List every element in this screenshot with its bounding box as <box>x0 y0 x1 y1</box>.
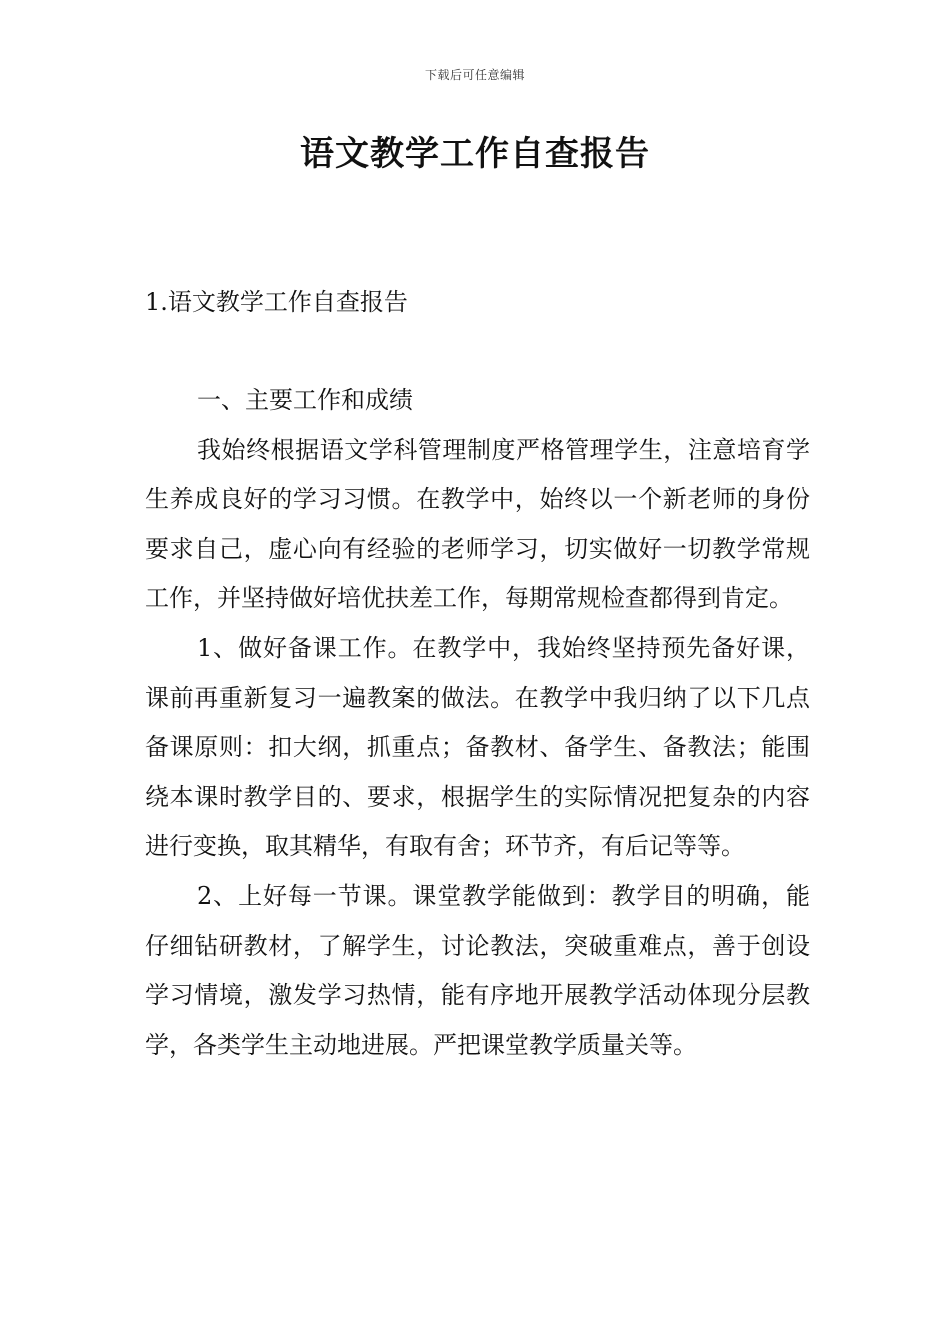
paragraph-lesson-prep: 1、做好备课工作。在教学中，我始终坚持预先备好课，课前再重新复习一遍教案的做法。在教学中我归纳了以下几点备课原则：扣大纲，抓重点；备教材、备学生、备教法；能围绕本课时教学目的、要求，根据学生的实际情况把复杂的内容进行变换，取其精华，有取有舍；环节齐，有后记等等。 <box>145 633 810 861</box>
paragraph-main-work: 我始终根据语文学科管理制度严格管理学生，注意培育学生养成良好的学习习惯。在教学中，始终以一个新老师的身份要求自己，虚心向有经验的老师学习，切实做好一切教学常规工作，并坚持做好培优扶差工作，每期常规检查都得到肯定。 <box>145 435 810 613</box>
document-body <box>145 376 810 1070</box>
subsection-heading: 一、主要工作和成绩 <box>197 386 413 414</box>
section-heading: 1.语文教学工作自查报告 <box>145 288 408 316</box>
header-note: 下载后可任意编辑 <box>424 68 525 82</box>
document-title: 语文教学工作自查报告 <box>300 134 650 174</box>
paragraph-each-class: 2、上好每一节课。课堂教学能做到：教学目的明确，能仔细钻研教材，了解学生，讨论教法，突破重难点，善于创设学习情境，激发学习热情，能有序地开展教学活动体现分层教学，各类学生主动地进展。严把课堂教学质量关等。 <box>145 881 810 1059</box>
